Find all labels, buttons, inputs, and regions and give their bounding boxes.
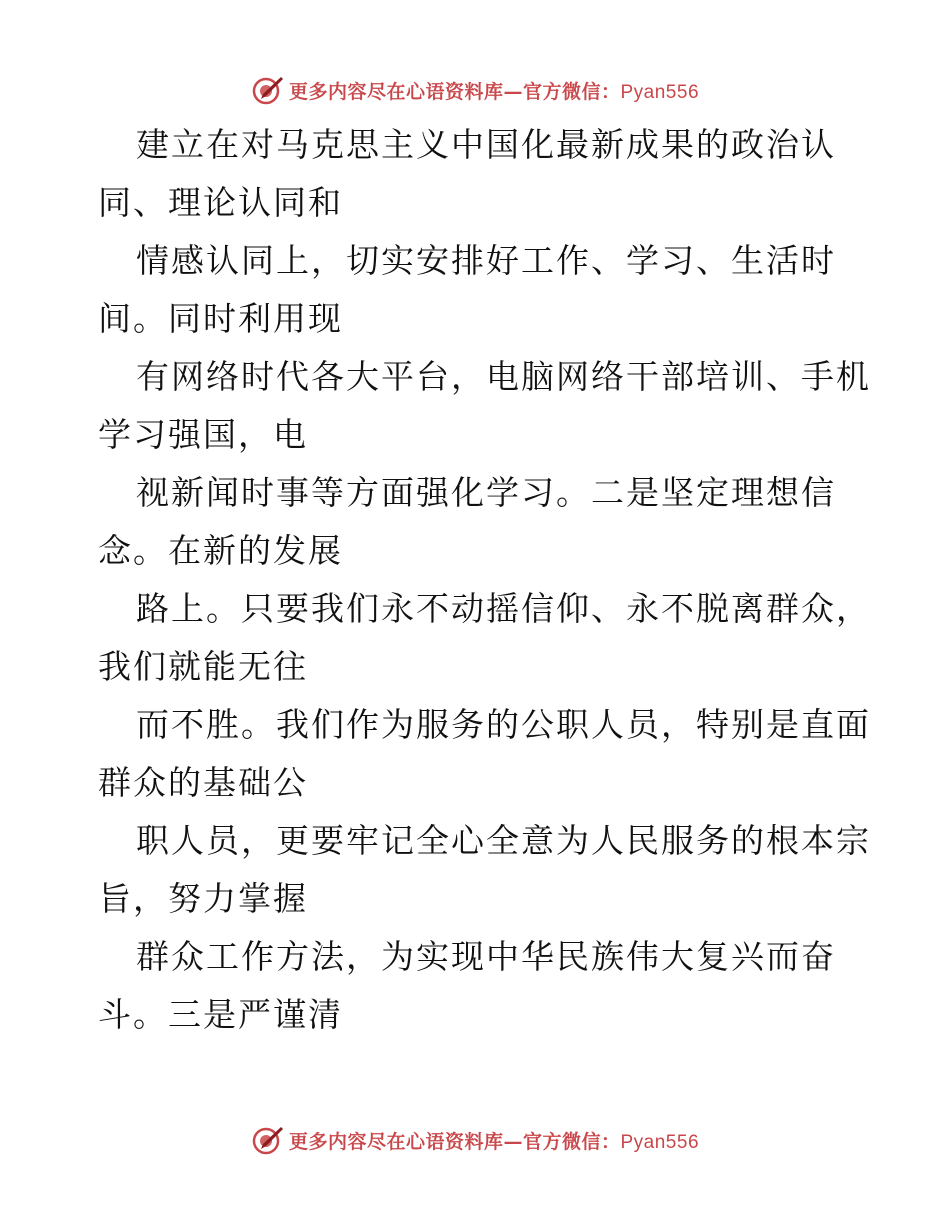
text-line: 群众的基础公 — [98, 763, 308, 802]
text-line: 我们就能无往 — [98, 647, 308, 686]
text-line: 建立在对马克思主义中国化最新成果的政治认 — [136, 125, 836, 164]
text-line: 间。同时利用现 — [98, 299, 343, 338]
text-line: 旨，努力掌握 — [98, 879, 308, 918]
quill-logo-icon — [251, 73, 285, 107]
watermark-label: 更多内容尽在心语资料库—官方微信： — [288, 1130, 621, 1153]
text-line: 情感认同上，切实安排好工作、学习、生活时 — [136, 241, 836, 280]
quill-logo-icon — [251, 1123, 285, 1157]
text-line: 念。在新的发展 — [98, 531, 343, 570]
text-line: 路上。只要我们永不动摇信仰、永不脱离群众， — [136, 589, 871, 628]
text-line: 斗。三是严谨清 — [98, 995, 343, 1034]
text-line: 学习强国，电 — [98, 415, 308, 454]
watermark-account: Pyan556 — [620, 1131, 700, 1153]
text-line: 同、理论认同和 — [98, 183, 343, 222]
text-line: 而不胜。我们作为服务的公职人员，特别是直面 — [136, 705, 871, 744]
text-line: 视新闻时事等方面强化学习。二是坚定理想信 — [136, 473, 836, 512]
watermark-text — [289, 77, 699, 104]
document-body — [98, 116, 871, 1044]
footer-watermark — [0, 1120, 950, 1160]
text-line: 职人员，更要牢记全心全意为人民服务的根本宗 — [136, 821, 871, 860]
watermark-account: Pyan556 — [620, 81, 700, 103]
header-watermark — [0, 70, 950, 110]
text-line: 群众工作方法，为实现中华民族伟大复兴而奋 — [136, 937, 836, 976]
watermark-label: 更多内容尽在心语资料库—官方微信： — [288, 80, 621, 103]
watermark-text — [289, 1127, 699, 1154]
text-line: 有网络时代各大平台，电脑网络干部培训、手机 — [136, 357, 871, 396]
